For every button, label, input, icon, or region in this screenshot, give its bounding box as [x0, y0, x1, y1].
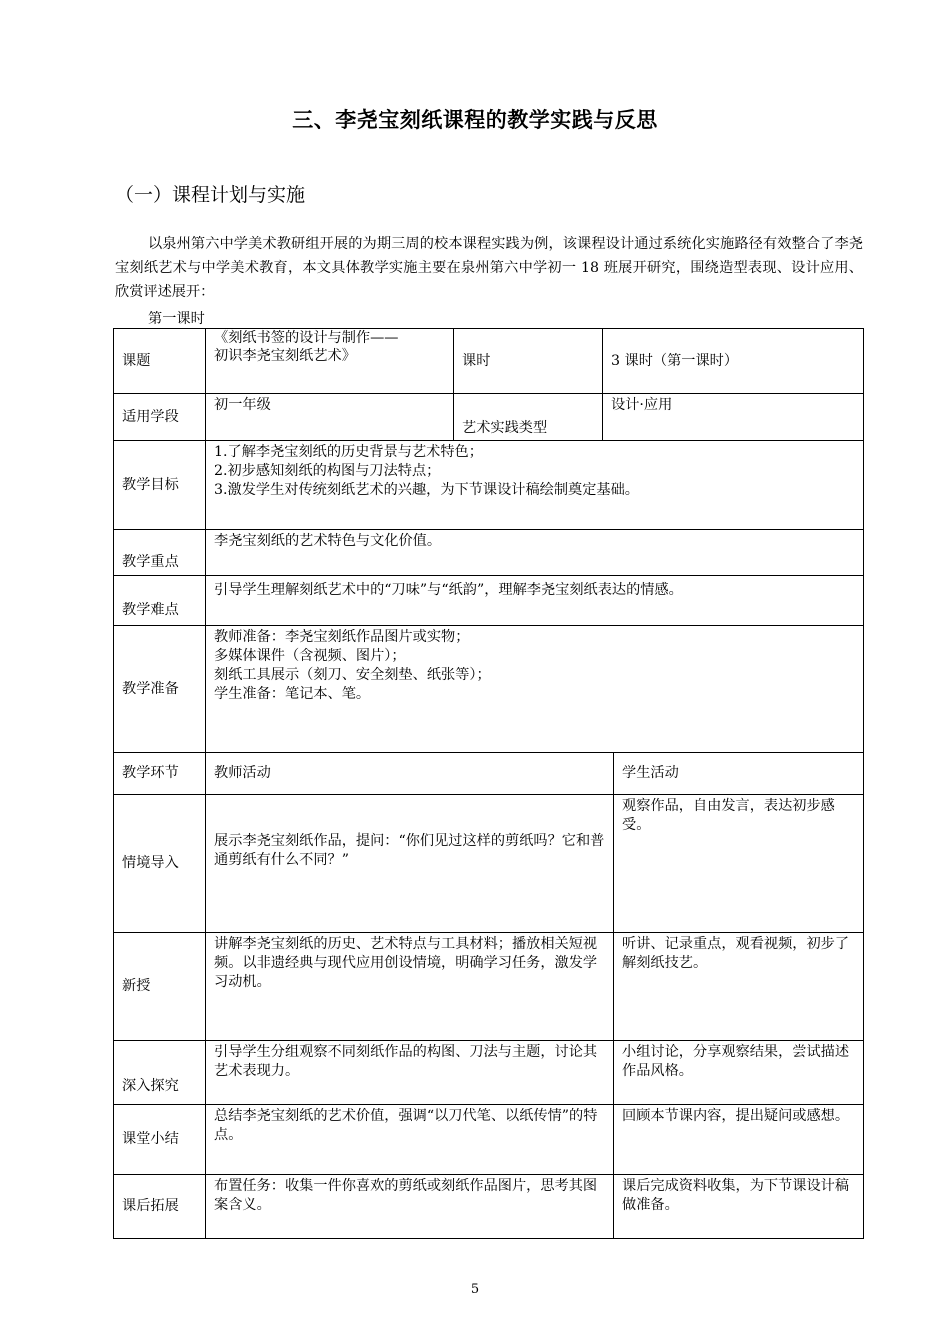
prep-item: 教师准备：李尧宝刻纸作品图片或实物； — [214, 629, 470, 645]
objectives-cell — [206, 441, 864, 530]
teacher-activity: 布置任务：收集一件你喜欢的剪纸或刻纸作品图片，思考其图案含义。 — [206, 1175, 614, 1239]
teacher-activity: 讲解李尧宝刻纸的历史、艺术特点与工具材料；播放相关短视频。以非遗经典与现代应用创设情境，明确学习任务，激发学习动机。 — [206, 933, 614, 1041]
stage-name: 课后拓展 — [114, 1175, 206, 1239]
difficulty-value: 引导学生理解刻纸艺术中的“刀味”与“纸韵”，理解李尧宝刻纸表达的情感。 — [206, 576, 864, 626]
stage-name: 情境导入 — [114, 795, 206, 933]
table-row — [114, 753, 864, 795]
student-activity: 听讲、记录重点，观看视频，初步了解刻纸技艺。 — [614, 933, 864, 1041]
stage-name: 深入探究 — [114, 1041, 206, 1105]
hours-value: 3 课时（第一课时） — [603, 329, 864, 394]
page-title: 三、李尧宝刻纸课程的教学实践与反思 — [292, 108, 658, 132]
hours-label: 课时 — [454, 329, 603, 394]
lesson-label: 第一课时 — [148, 311, 205, 327]
table-row — [114, 576, 864, 626]
table-row — [114, 329, 864, 394]
student-activity: 小组讨论，分享观察结果，尝试描述作品风格。 — [614, 1041, 864, 1105]
key-value: 李尧宝刻纸的艺术特色与文化价值。 — [206, 530, 864, 576]
key-label: 教学重点 — [114, 530, 206, 576]
difficulty-label: 教学难点 — [114, 576, 206, 626]
header-student: 学生活动 — [614, 753, 864, 795]
section-heading: （一）课程计划与实施 — [115, 184, 306, 206]
table-row — [114, 626, 864, 753]
table-row — [114, 1105, 864, 1175]
page-number: 5 — [470, 1282, 480, 1297]
student-activity: 观察作品，自由发言，表达初步感受。 — [614, 795, 864, 933]
teacher-activity: 展示李尧宝刻纸作品，提问：“你们见过这样的剪纸吗？它和普通剪纸有什么不同？” — [206, 795, 614, 933]
grade-value: 初一年级 — [206, 394, 454, 441]
prep-label: 教学准备 — [114, 626, 206, 753]
stage-name: 课堂小结 — [114, 1105, 206, 1175]
prep-cell — [206, 626, 864, 753]
teacher-activity: 总结李尧宝刻纸的艺术价值，强调“以刀代笔、以纸传情”的特点。 — [206, 1105, 614, 1175]
objective-item: 2.初步感知刻纸的构图与刀法特点； — [214, 463, 441, 479]
prep-item: 刻纸工具展示（刻刀、安全刻垫、纸张等）； — [214, 667, 491, 683]
teacher-activity: 引导学生分组观察不同刻纸作品的构图、刀法与主题，讨论其艺术表现力。 — [206, 1041, 614, 1105]
objective-item: 3.激发学生对传统刻纸艺术的兴趣，为下节课设计稿绘制奠定基础。 — [214, 482, 639, 498]
table-row — [114, 1041, 864, 1105]
topic-value: 《刻纸书签的设计与制作—— 初识李尧宝刻纸艺术》 — [206, 329, 454, 394]
type-value: 设计·应用 — [603, 394, 864, 441]
header-teacher: 教师活动 — [206, 753, 614, 795]
objective-item: 1.了解李尧宝刻纸的历史背景与艺术特色； — [214, 444, 483, 460]
intro-paragraph: 以泉州第六中学美术教研组开展的为期三周的校本课程实践为例，该课程设计通过系统化实施路径有效整合了李尧宝刻纸艺术与中学美术教育，本文具体教学实施主要在泉州第六中学初一 18 班展开研究，围绕造型表现、设计应用、欣赏评述展开： — [115, 236, 863, 300]
table-row — [114, 530, 864, 576]
stage-name: 新授 — [114, 933, 206, 1041]
header-stage: 教学环节 — [114, 753, 206, 795]
table-row — [114, 795, 864, 933]
table-row — [114, 933, 864, 1041]
prep-item: 学生准备：笔记本、笔。 — [214, 686, 371, 702]
student-activity: 回顾本节课内容，提出疑问或感想。 — [614, 1105, 864, 1175]
topic-label: 课题 — [114, 329, 206, 394]
student-activity: 课后完成资料收集，为下节课设计稿做准备。 — [614, 1175, 864, 1239]
grade-label: 适用学段 — [114, 394, 206, 441]
type-label: 艺术实践类型 — [454, 394, 603, 441]
prep-item: 多媒体课件（含视频、图片）； — [214, 648, 406, 664]
table-row — [114, 441, 864, 530]
objectives-label: 教学目标 — [114, 441, 206, 530]
table-row — [114, 1175, 864, 1239]
lesson-plan-table — [113, 328, 864, 1239]
table-row — [114, 394, 864, 441]
